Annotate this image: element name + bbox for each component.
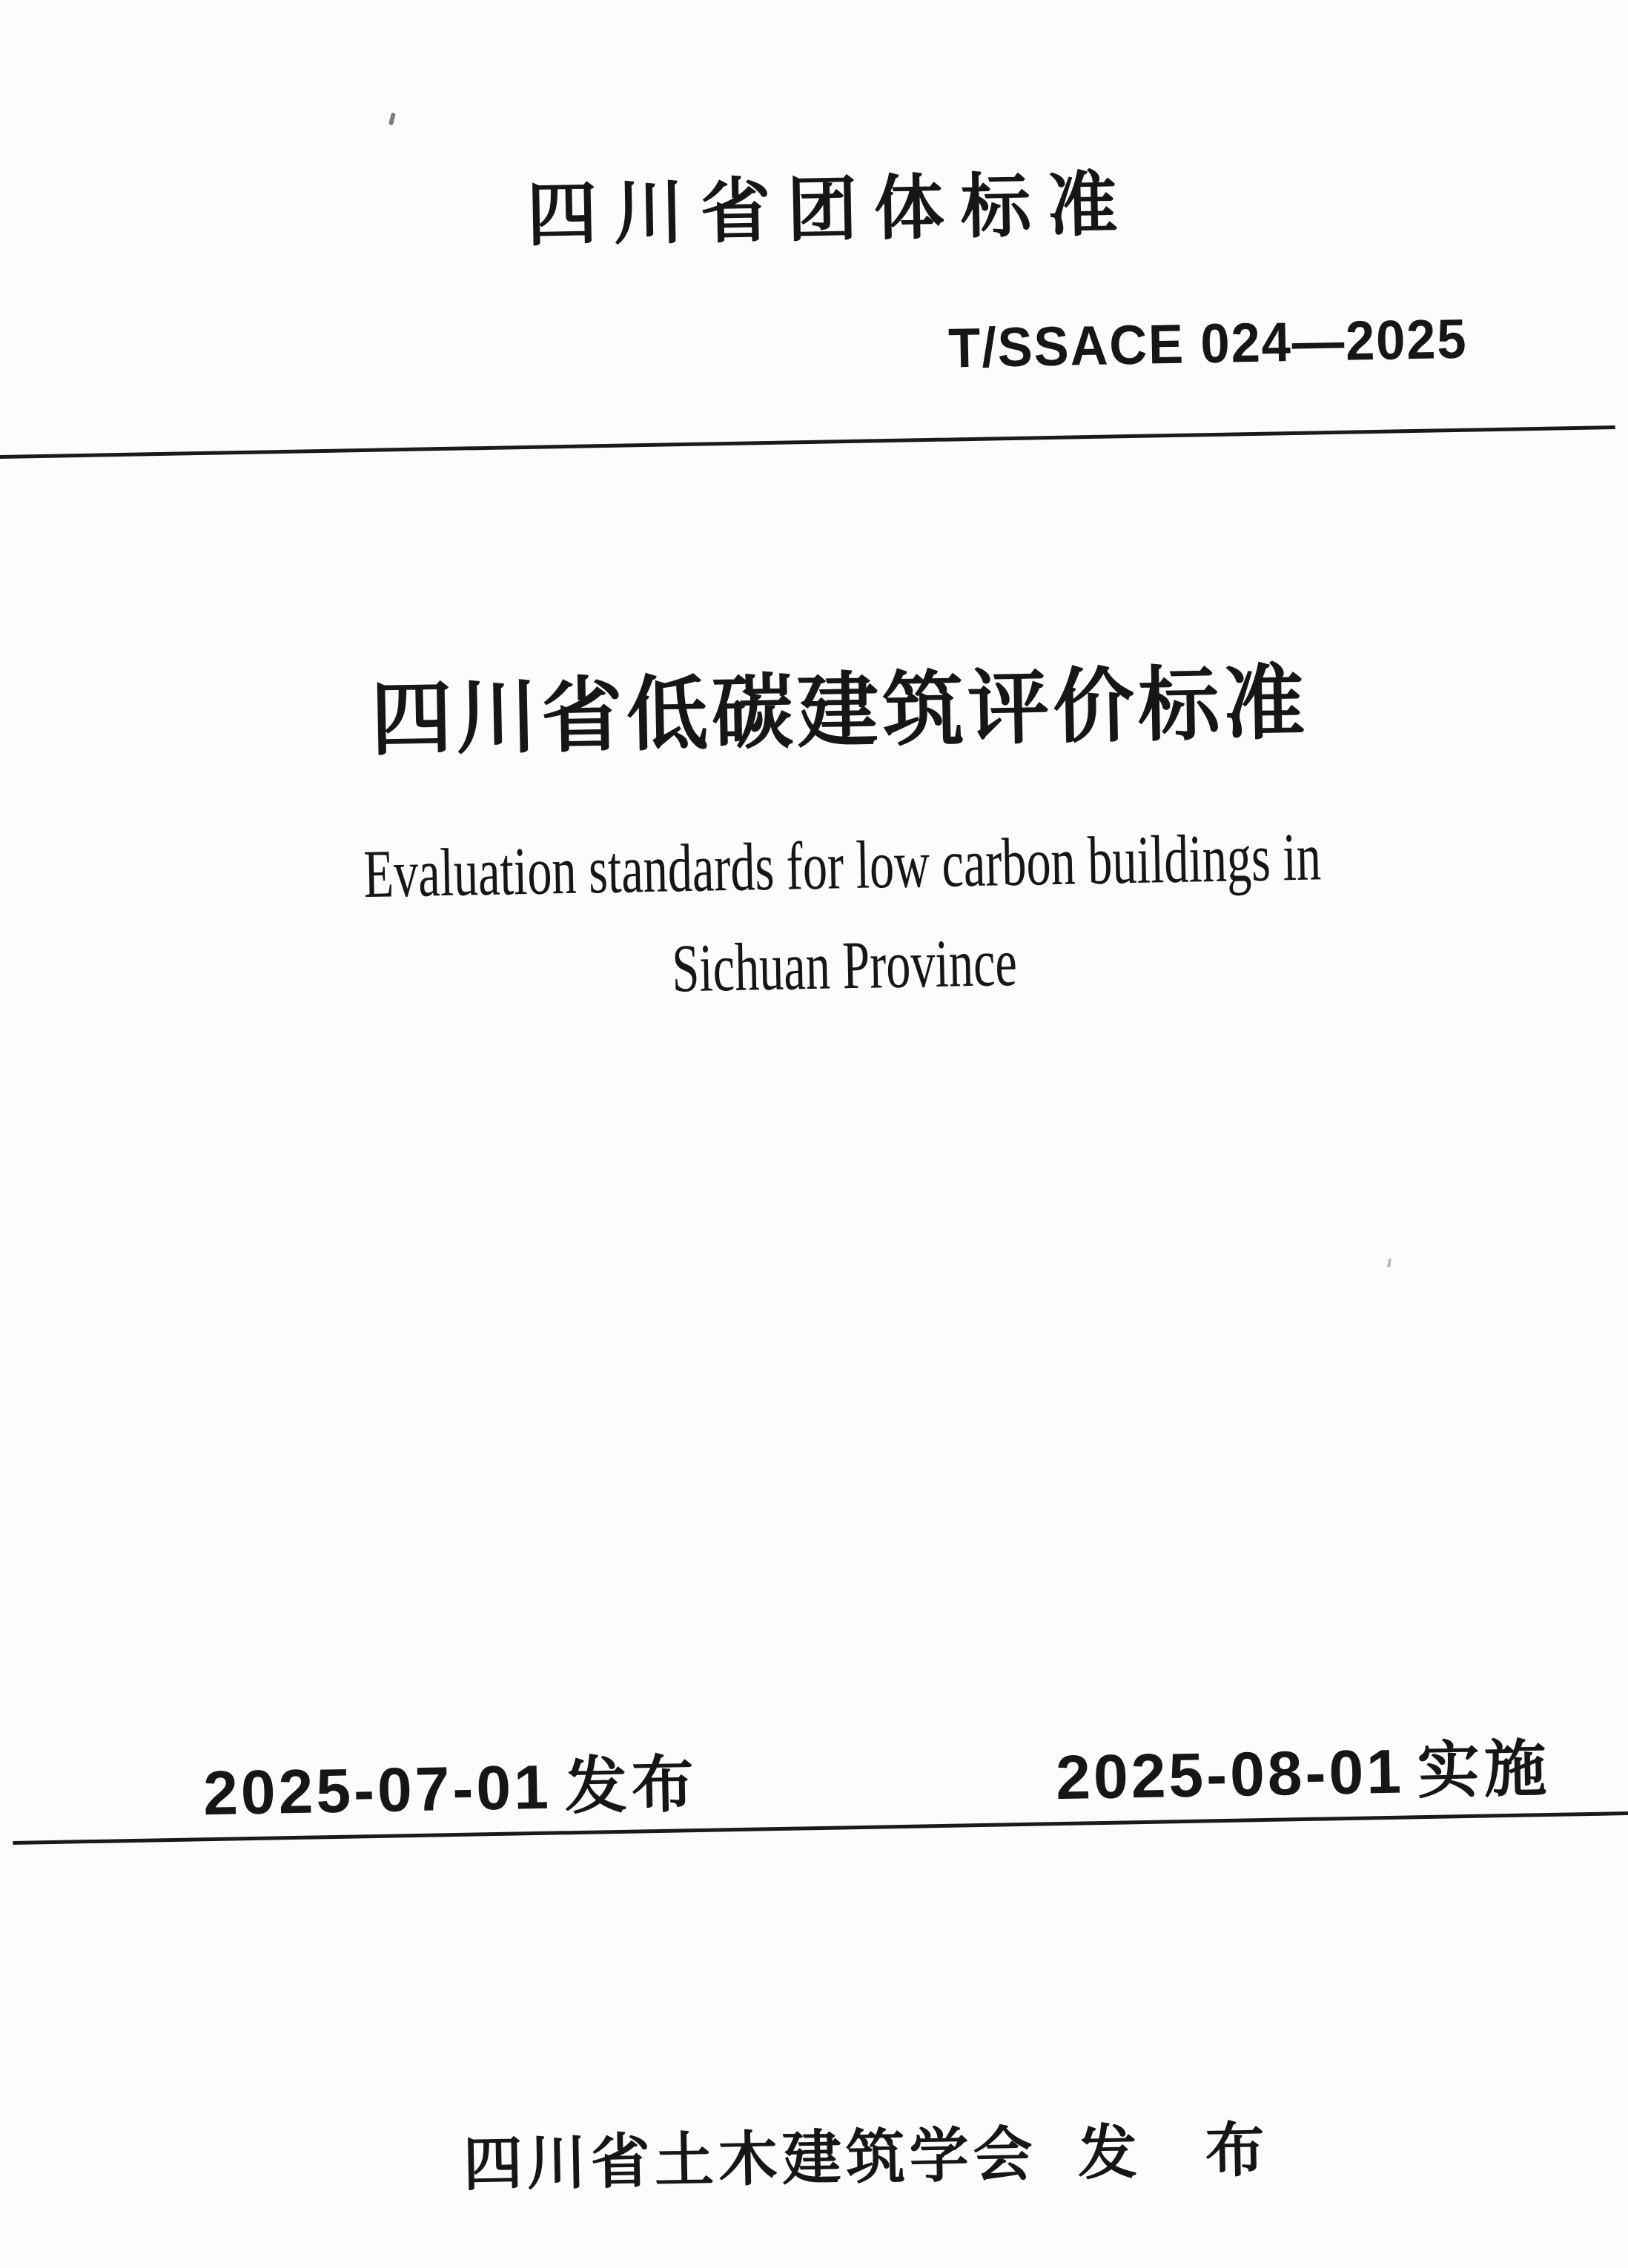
issue-date-line bbox=[202, 1750, 698, 1828]
effective-date-line bbox=[1055, 1731, 1552, 1813]
top-rule bbox=[0, 425, 1615, 459]
publish-action-label: 发 布 bbox=[1076, 2115, 1270, 2188]
document-title-en-line1 bbox=[0, 814, 1624, 918]
standard-number: T/SSACE 024—2025 bbox=[947, 307, 1469, 379]
document-title-en-line2 bbox=[0, 914, 1626, 1018]
issue-date: 2025-07-01 bbox=[202, 1751, 552, 1828]
publisher-name: 四川省土木建筑学会 bbox=[463, 2119, 1038, 2199]
document-title-en-line2-text: Sichuan Province bbox=[671, 924, 1018, 1007]
document-title-zh: 四川省低碳建筑评价标准 bbox=[369, 654, 1310, 767]
document-title-en-line1-text: Evaluation standards for low carbon buildings in bbox=[363, 818, 1322, 912]
publisher-line bbox=[19, 2111, 1628, 2206]
issue-date-label: 发布 bbox=[563, 1748, 699, 1823]
effective-date-label: 实施 bbox=[1416, 1731, 1552, 1808]
effective-date: 2025-08-01 bbox=[1055, 1736, 1405, 1813]
standard-category-label: 四川省团体标准 bbox=[526, 163, 1135, 256]
